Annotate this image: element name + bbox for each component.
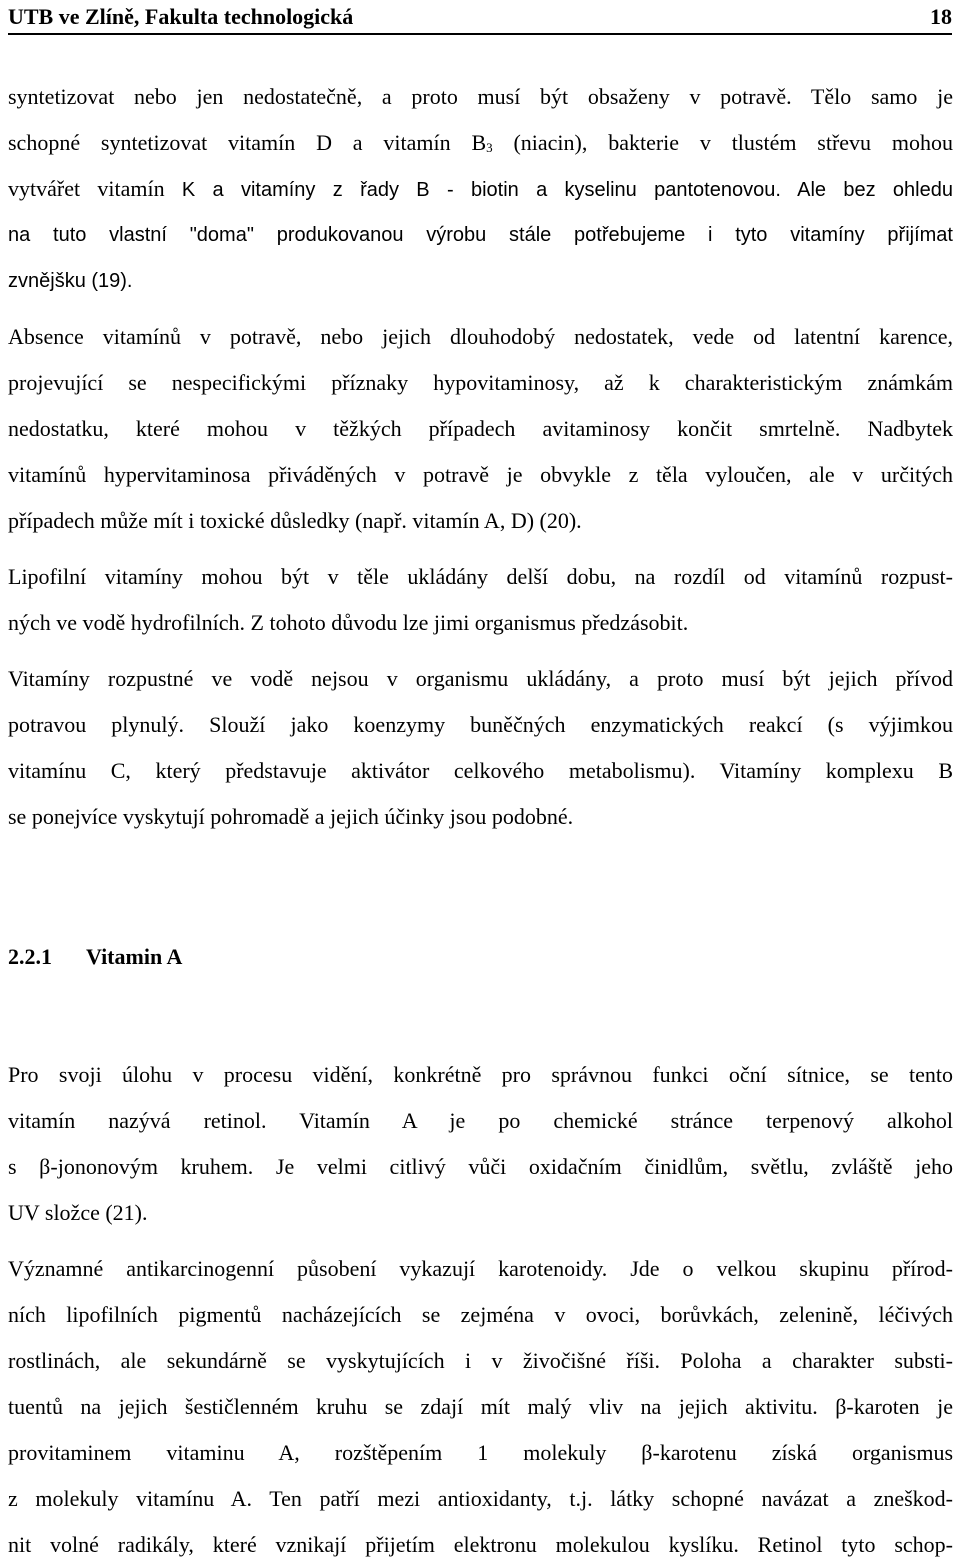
paragraph-line: provitaminem vitaminu A, rozštěpením 1 molekuly β-karotenu získá organismus	[8, 1440, 953, 1465]
paragraph-line: se ponejvíce vyskytují pohromadě a jejich účinky jsou podobné.	[8, 804, 574, 829]
paragraph-line: projevující se nespecifickými příznaky hypovitaminosy, až k charakteristickým známkám	[8, 370, 953, 395]
paragraph-line: tuentů na jejich šestičlenném kruhu se zdají mít malý vliv na jejich aktivitu. β-karoten je	[8, 1394, 953, 1419]
section-heading	[8, 944, 182, 970]
line-text: vytvářet vitamín	[8, 176, 182, 201]
paragraph-line: syntetizovat nebo jen nedostatečně, a proto musí být obsaženy v potravě. Tělo samo je	[8, 84, 953, 109]
page-number: 18	[930, 4, 952, 29]
paragraph-line: UV složce (21).	[8, 1200, 148, 1225]
paragraph-line: vitamínu C, který představuje aktivátor celkového metabolismu). Vitamíny komplexu B	[8, 758, 953, 783]
paragraph-line: Významné antikarcinogenní působení vykazují karotenoidy. Jde o velkou skupinu přírod-	[8, 1256, 953, 1281]
line-text: (niacin), bakterie v tlustém střevu mohou	[492, 130, 953, 155]
paragraph-line: Vitamíny rozpustné ve vodě nejsou v organismu ukládány, a proto musí být jejich přívod	[8, 666, 953, 691]
paragraph-line: Lipofilní vitamíny mohou být v těle ukládány delší dobu, na rozdíl od vitamínů rozpust-	[8, 564, 953, 589]
line-text: schopné syntetizovat vitamín D a vitamín B	[8, 130, 487, 155]
section-number: 2.2.1	[8, 944, 52, 969]
paragraph-line: případech může mít i toxické důsledky (např. vitamín A, D) (20).	[8, 508, 582, 533]
paragraph-line: nedostatku, které mohou v těžkých případech avitaminosy končit smrtelně. Nadbytek	[8, 416, 953, 441]
paragraph-line	[8, 176, 953, 203]
paragraph-line: na tuto vlastní "doma" produkovanou výrobu stále potřebujeme i tyto vitamíny přijímat	[8, 224, 953, 246]
paragraph-line: ných ve vodě hydrofilních. Z tohoto důvodu lze jimi organismus předzásobit.	[8, 610, 689, 635]
paragraph-line: nit volné radikály, které vznikají přijetím elektronu molekulou kyslíku. Retinol tyto schop-	[8, 1532, 953, 1557]
paragraph-line: rostlinách, ale sekundárně se vyskytujících i v živočišné říši. Poloha a charakter substi-	[8, 1348, 953, 1373]
paragraph-line: Pro svoji úlohu v procesu vidění, konkrétně pro správnou funkci oční sítnice, se tento	[8, 1062, 953, 1087]
paragraph-line: ních lipofilních pigmentů nacházejících se zejména v ovoci, borůvkách, zelenině, léčivých	[8, 1302, 953, 1327]
paragraph-line: vitamín nazývá retinol. Vitamín A je po chemické stránce terpenový alkohol	[8, 1108, 953, 1133]
header-title: UTB ve Zlíně, Fakulta technologická	[8, 4, 354, 29]
paragraph-line: s β-jononovým kruhem. Je velmi citlivý vůči oxidačním činidlům, světlu, zvláště jeho	[8, 1154, 953, 1179]
subscript: 3	[486, 140, 493, 155]
paragraph-line: vitamínů hypervitaminosa přiváděných v potravě je obvykle z těla vyloučen, ale v určitých	[8, 462, 953, 487]
paragraph-line: potravou plynulý. Slouží jako koenzymy buněčných enzymatických reakcí (s výjimkou	[8, 712, 953, 737]
line-text-sans: K a vitamíny z řady B - biotin a kyselinu pantotenovou. Ale bez ohledu	[181, 179, 953, 201]
paragraph-line: zvnějšku (19).	[8, 270, 133, 292]
header-bar	[8, 0, 952, 34]
paragraph-line: Absence vitamínů v potravě, nebo jejich dlouhodobý nedostatek, vede od latentní karence,	[8, 324, 953, 349]
paragraph-line: z molekuly vitamínu A. Ten patří mezi antioxidanty, t.j. látky schopné navázat a zneškod-	[8, 1486, 953, 1511]
section-title: Vitamin A	[86, 944, 183, 969]
header-divider	[8, 33, 952, 35]
paragraph-line	[8, 130, 953, 161]
